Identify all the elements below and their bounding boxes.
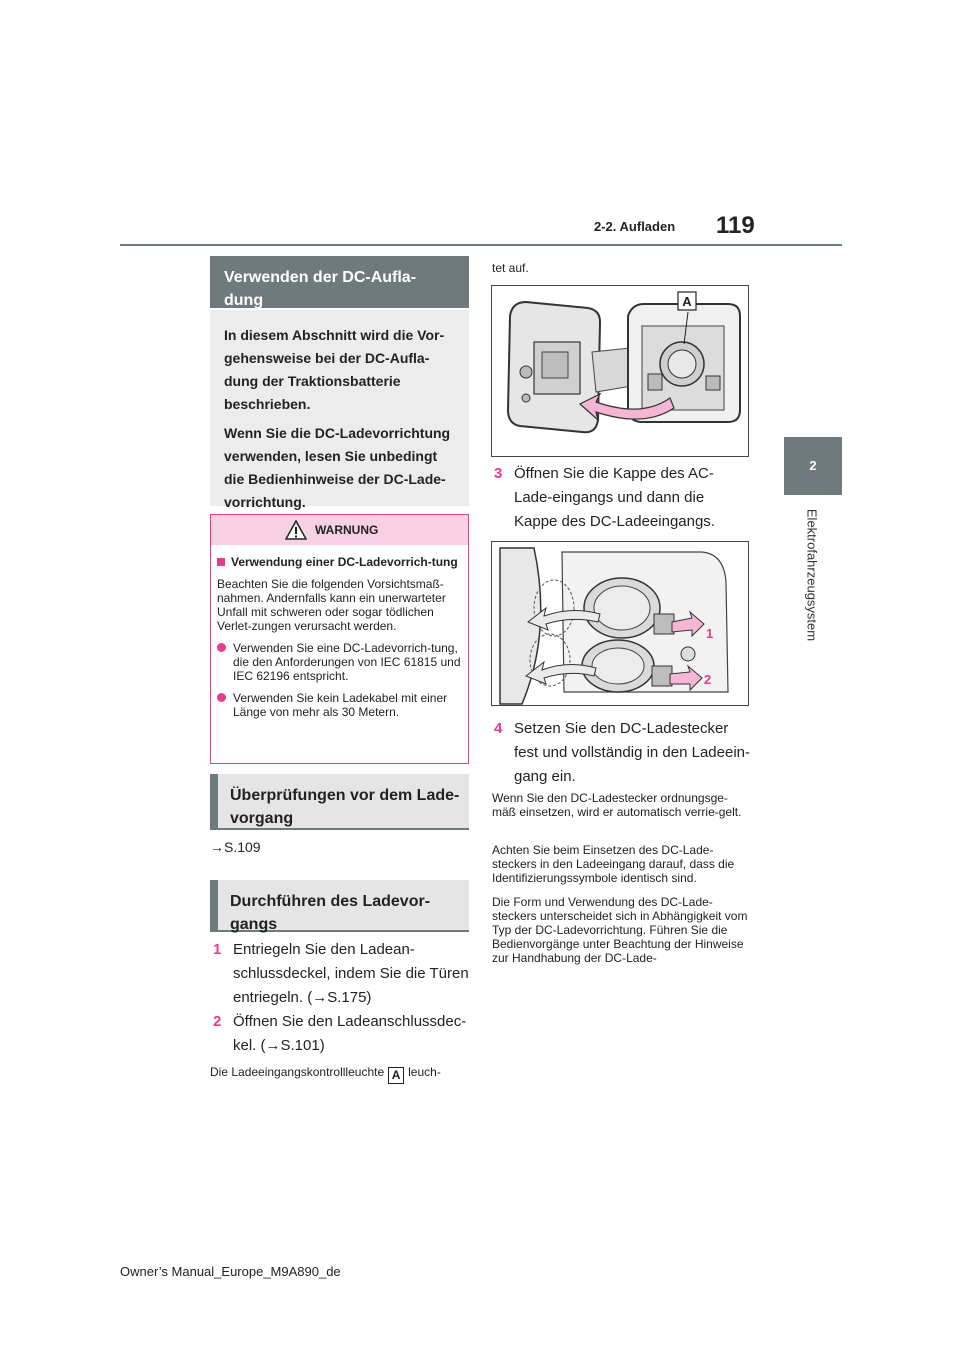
square-bullet-icon: [217, 558, 225, 566]
figure-charging-port: [491, 285, 749, 457]
figure-label-1: 1: [706, 626, 714, 641]
intro-box: [210, 310, 469, 510]
warning-box: [210, 514, 469, 764]
warning-triangle-icon: [285, 520, 307, 540]
page-number: 119: [716, 212, 755, 239]
bullet-dot-icon: [217, 693, 226, 702]
warning-text: Beachten Sie die folgenden Vorsichtsmaß-nahmen. Andernfalls kann ein unerwarteter Unfall mit schweren oder sogar tödlichen Verlet-zungen verursacht werden.: [217, 577, 446, 633]
chapter-tab: [784, 437, 842, 495]
intro-paragraph-2: Wenn Sie die DC-Ladevorrichtung verwenden, lesen Sie unbedingt die Bedienhinweise der DC-Lade-vorrichtung.: [224, 425, 451, 510]
note-3: Die Form und Verwendung des DC-Lade-steckers unterscheidet sich in Abhängigkeit vom Typ der DC-Ladevorrichtung. Führen Sie die Bedienvorgänge unter Beachtung der Hinweise zur Handhabung der DC-Lade-: [492, 895, 748, 965]
figure-caps: [491, 541, 749, 706]
page-reference: →S.109: [210, 839, 261, 855]
figure-label-2: 2: [704, 672, 712, 687]
section-header: 2-2. Aufladen: [594, 219, 676, 234]
bullet-dot-icon: [217, 643, 226, 652]
step-2: 2 Öffnen Sie den Ladeanschlussdec-kel. (→S.101): [213, 1013, 467, 1054]
step-4: 4 Setzen Sie den DC-Ladestecker fest und vollständig in den Ladeein-gang ein.: [494, 720, 751, 785]
label-a-marker: A: [388, 1067, 404, 1084]
header-rule: [120, 244, 842, 246]
figure-label-a: A: [682, 294, 692, 309]
warning-header: [211, 515, 468, 545]
warning-bullet: Verwenden Sie kein Ladekabel mit einer Länge von mehr als 30 Metern.: [217, 691, 462, 719]
footer-manual-id: Owner’s Manual_Europe_M9A890_de: [120, 1264, 341, 1279]
note-1: Wenn Sie den DC-Ladestecker ordnungsge-mäß einsetzen, wird er automatisch verrie-gelt.: [492, 791, 742, 819]
step-1: 1 Entriegeln Sie den Ladean-schlussdeckel, indem Sie die Türen entriegeln. (→S.175): [213, 941, 469, 1006]
step-2-note: Die Ladeeingangskontrollleuchte A leuch-: [210, 1065, 441, 1082]
step-3: 3 Öffnen Sie die Kappe des AC-Lade-eingangs und dann die Kappe des DC-Ladeeingangs.: [494, 465, 715, 530]
charging-caps-illustration: [492, 542, 748, 705]
warning-subheading: Verwendung einer DC-Ladevorrich-tung: [217, 555, 462, 569]
warning-bullet: Verwenden Sie eine DC-Ladevorrich-tung, die den Anforderungen von IEC 61815 und IEC 62196 entspricht.: [217, 641, 462, 683]
continued-text: tet auf.: [492, 261, 529, 275]
section-title-checks: Überprüfungen vor dem Lade- vorgang: [210, 774, 469, 830]
warning-title: WARNUNG: [315, 523, 379, 537]
chapter-number: 2: [809, 458, 817, 473]
chapter-title: Elektrofahrzeugsystem: [804, 508, 820, 642]
intro-paragraph-1: In diesem Abschnitt wird die Vor-gehensweise bei der DC-Aufla-dung der Traktionsbatterie beschrieben.: [224, 327, 445, 412]
charging-port-illustration: [492, 286, 748, 456]
section-title-charging: Durchführen des Ladevor- gangs: [210, 880, 469, 932]
section-title-dc-charging: Verwenden der DC-Aufla- dung: [210, 256, 469, 308]
note-2: Achten Sie beim Einsetzen des DC-Lade-steckers in den Ladeeingang darauf, dass die Identifizierungssymbole identisch sind.: [492, 843, 735, 885]
